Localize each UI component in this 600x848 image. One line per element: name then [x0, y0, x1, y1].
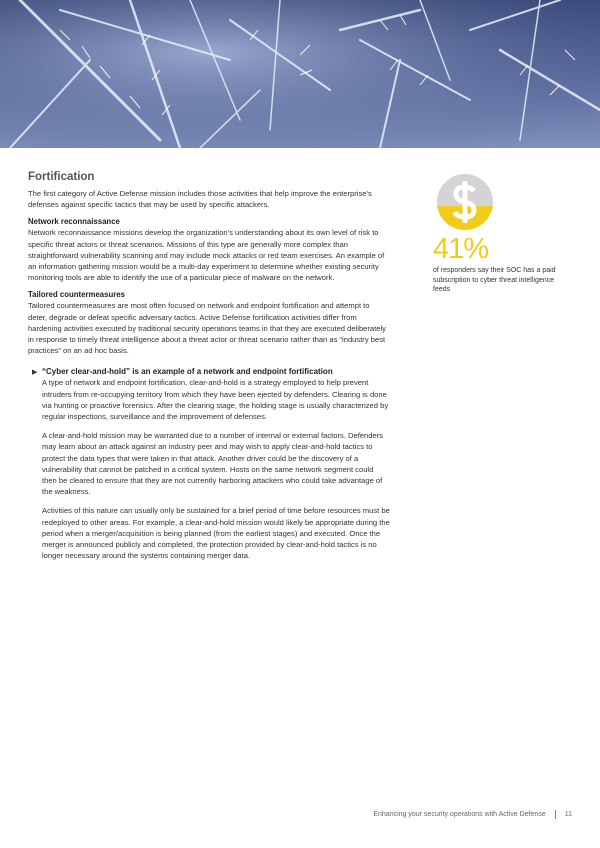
footer-divider [555, 810, 556, 819]
triangle-bullet-icon: ▶ [32, 369, 38, 377]
callout-paragraph: A clear-and-hold mission may be warranted due to a number of internal or external factors. Defenders may learn about an attack against an industry peer and may wish to apply clear-and-hold tactics to protect the data types that were taken in that attack. Another driver could be the discovery of a vulnerability that cannot be patched in a critical system. Hosts on the same network segment could then be cleared to ensure that they are not currently harboring attackers who could take advantage of the weakness. [42, 431, 384, 497]
page-footer [373, 810, 572, 819]
stat-description: of responders say their SOC has a paid subscription to cyber threat intelligence feeds [433, 267, 556, 293]
dollar-coin-icon [435, 172, 495, 232]
footer-title: Enhancing your security operations with Active Defense [373, 811, 546, 818]
tailored-countermeasures-paragraph: Tailored countermeasures are most often focused on network and endpoint fortification and attempt to deter, degrade or defeat specific adversary tactics. Active Defense fortification activities differ from hardening activities executed by traditional security operations teams in that they are executed deliberately in response to timely threat intelligence about a threat actor or threat scenario rather than as “industry best practices” on an ad hoc basis. [28, 301, 386, 356]
subheading-tailored-countermeasures: Tailored countermeasures [28, 290, 125, 300]
network-reconnaissance-paragraph: Network reconnaissance missions develop the organization's understanding about its own level of risk to specific threat actors or threat scenarios. Missions of this type are generally more complex than straightforward vulnerability scanning and may include mock attacks or red team exercises. An example of an information gathering mission would be a multi-day experiment to determine whether existing security monitoring tools are able to identify the use of a particular piece of malware on the network. [28, 228, 385, 283]
page-number: 11 [564, 811, 572, 818]
section-title: Fortification [28, 171, 95, 183]
callout-title: “Cyber clear-and-hold” is an example of a network and endpoint fortification [42, 367, 333, 377]
main-content [28, 171, 390, 561]
callout-paragraph: Activities of this nature can usually only be sustained for a brief period of time before resources must be redeployed to other areas. For example, a clear-and-hold mission would likely be appropriate during the period when a merger/acquisition is being planned (from the earliest stages) and executed. Once the merger is announced publicly and completed, the protection provided by clear-and-hold tactics is no longer necessary around the systems containing merger data. [42, 506, 390, 561]
intro-paragraph: The first category of Active Defense mission includes those activities that help improve the enterprise's defenses against specific tactics that may be used by specific attackers. [28, 189, 372, 210]
callout-paragraph: A type of network and endpoint fortification, clear-and-hold is a strategy employed to help prevent intruders from re-occupying territory from which they have been ejected by defenders. Clearing is done via hunting or proactive forensics. After the clearing stage, the holding stage is usually characterized by regular inspections, surveillance and the improvement of defenses. [42, 378, 389, 422]
hero-image [0, 0, 600, 148]
stat-sidebar [433, 172, 558, 295]
clear-and-hold-callout [28, 366, 390, 561]
subheading-network-reconnaissance: Network reconnaissance [28, 217, 120, 227]
stat-percentage: 41% [433, 233, 489, 265]
